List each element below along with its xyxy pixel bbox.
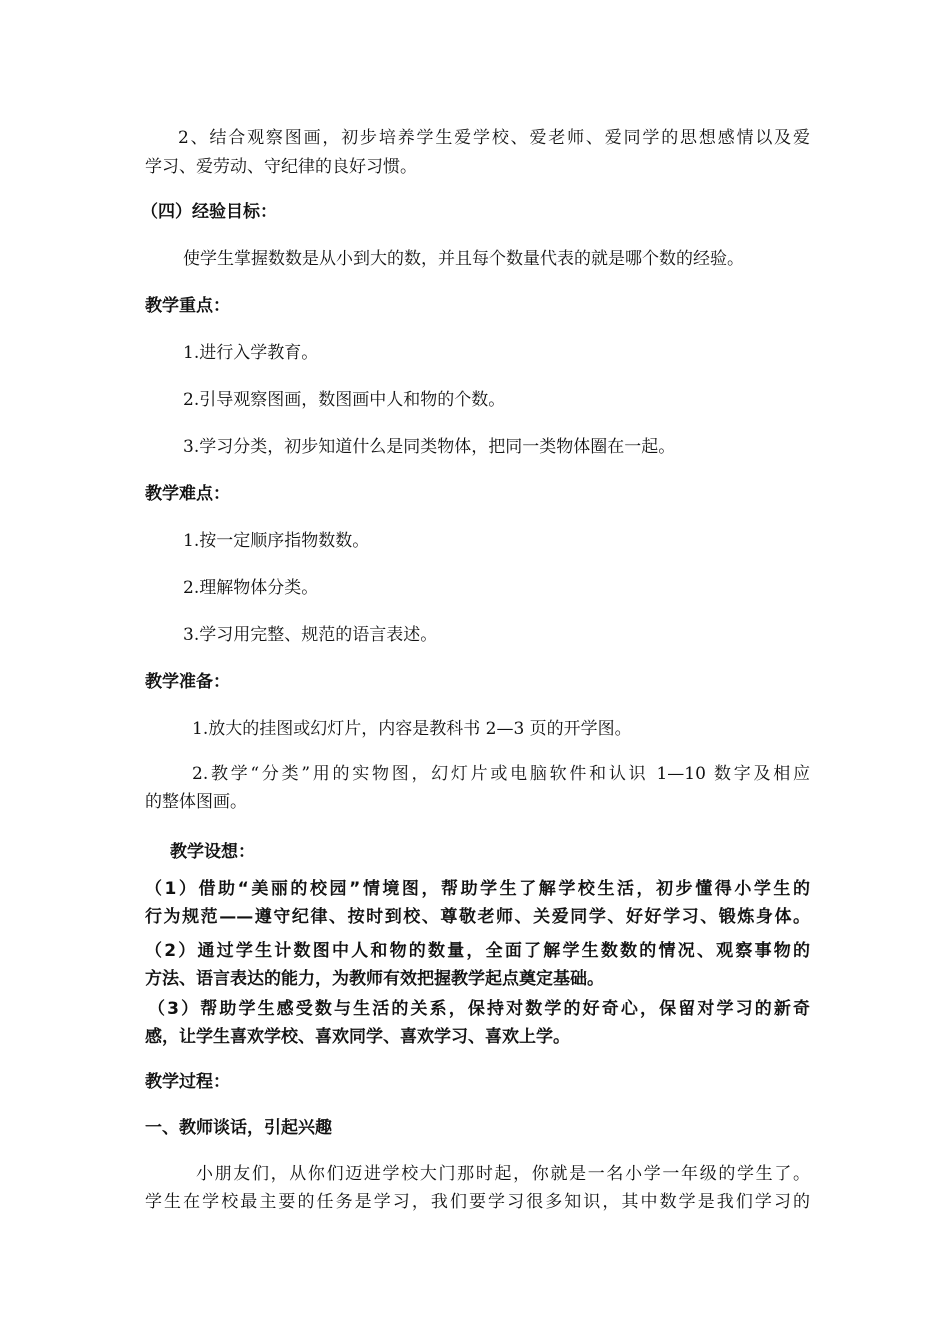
- experience-text: 使学生掌握数数是从小到大的数，并且每个数量代表的就是哪个数的经验。: [183, 249, 744, 269]
- goal2-line2: 学习、爱劳动、守纪律的良好习惯。: [145, 157, 417, 177]
- key-point-item: 2.引导观察图画，数图画中人和物的个数。: [183, 390, 506, 410]
- key-point-item: 3.学习分类，初步知道什么是同类物体，把同一类物体圈在一起。: [183, 437, 676, 457]
- key-points-heading: 教学重点：: [145, 296, 230, 316]
- design-p2-line2: 方法、语言表达的能力，为教师有效把握教学起点奠定基础。: [145, 969, 604, 989]
- difficulty-item: 2.理解物体分类。: [183, 578, 319, 598]
- goal2-line1: 2、结合观察图画，初步培养学生爱学校、爱老师、爱同学的思想感情以及爱: [178, 128, 810, 148]
- design-heading: 教学设想：: [170, 842, 255, 862]
- process-para-line2: 学生在学校最主要的任务是学习，我们要学习很多知识，其中数学是我们学习的: [145, 1192, 810, 1212]
- design-p1-line2: 行为规范——遵守纪律、按时到校、尊敬老师、关爱同学、好好学习、锻炼身体。: [145, 907, 810, 927]
- design-p1-line1: （1）借助“美丽的校园”情境图，帮助学生了解学校生活，初步懂得小学生的: [145, 879, 810, 899]
- process-section1-heading: 一、教师谈话，引起兴趣: [145, 1118, 332, 1138]
- key-point-item: 1.进行入学教育。: [183, 343, 319, 363]
- preparation-item2-line1: 2.教学“分类”用的实物图，幻灯片或电脑软件和认识 1—10 数字及相应: [192, 764, 810, 784]
- process-heading: 教学过程：: [145, 1072, 230, 1092]
- design-p3-line2: 感，让学生喜欢学校、喜欢同学、喜欢学习、喜欢上学。: [145, 1027, 570, 1047]
- experience-heading: （四）经验目标：: [141, 202, 277, 222]
- preparation-item1: 1.放大的挂图或幻灯片，内容是教科书 2—3 页的开学图。: [192, 719, 632, 739]
- difficulties-heading: 教学难点：: [145, 484, 230, 504]
- process-para-line1: 小朋友们，从你们迈进学校大门那时起，你就是一名小学一年级的学生了。: [196, 1164, 810, 1184]
- difficulty-item: 1.按一定顺序指物数数。: [183, 531, 370, 551]
- preparation-item2-line2: 的整体图画。: [145, 792, 247, 812]
- preparation-heading: 教学准备：: [145, 672, 230, 692]
- design-p3-line1: （3）帮助学生感受数与生活的关系，保持对数学的好奇心，保留对学习的新奇: [148, 999, 810, 1019]
- difficulty-item: 3.学习用完整、规范的语言表述。: [183, 625, 438, 645]
- design-p2-line1: （2）通过学生计数图中人和物的数量，全面了解学生数数的情况、观察事物的: [145, 941, 810, 961]
